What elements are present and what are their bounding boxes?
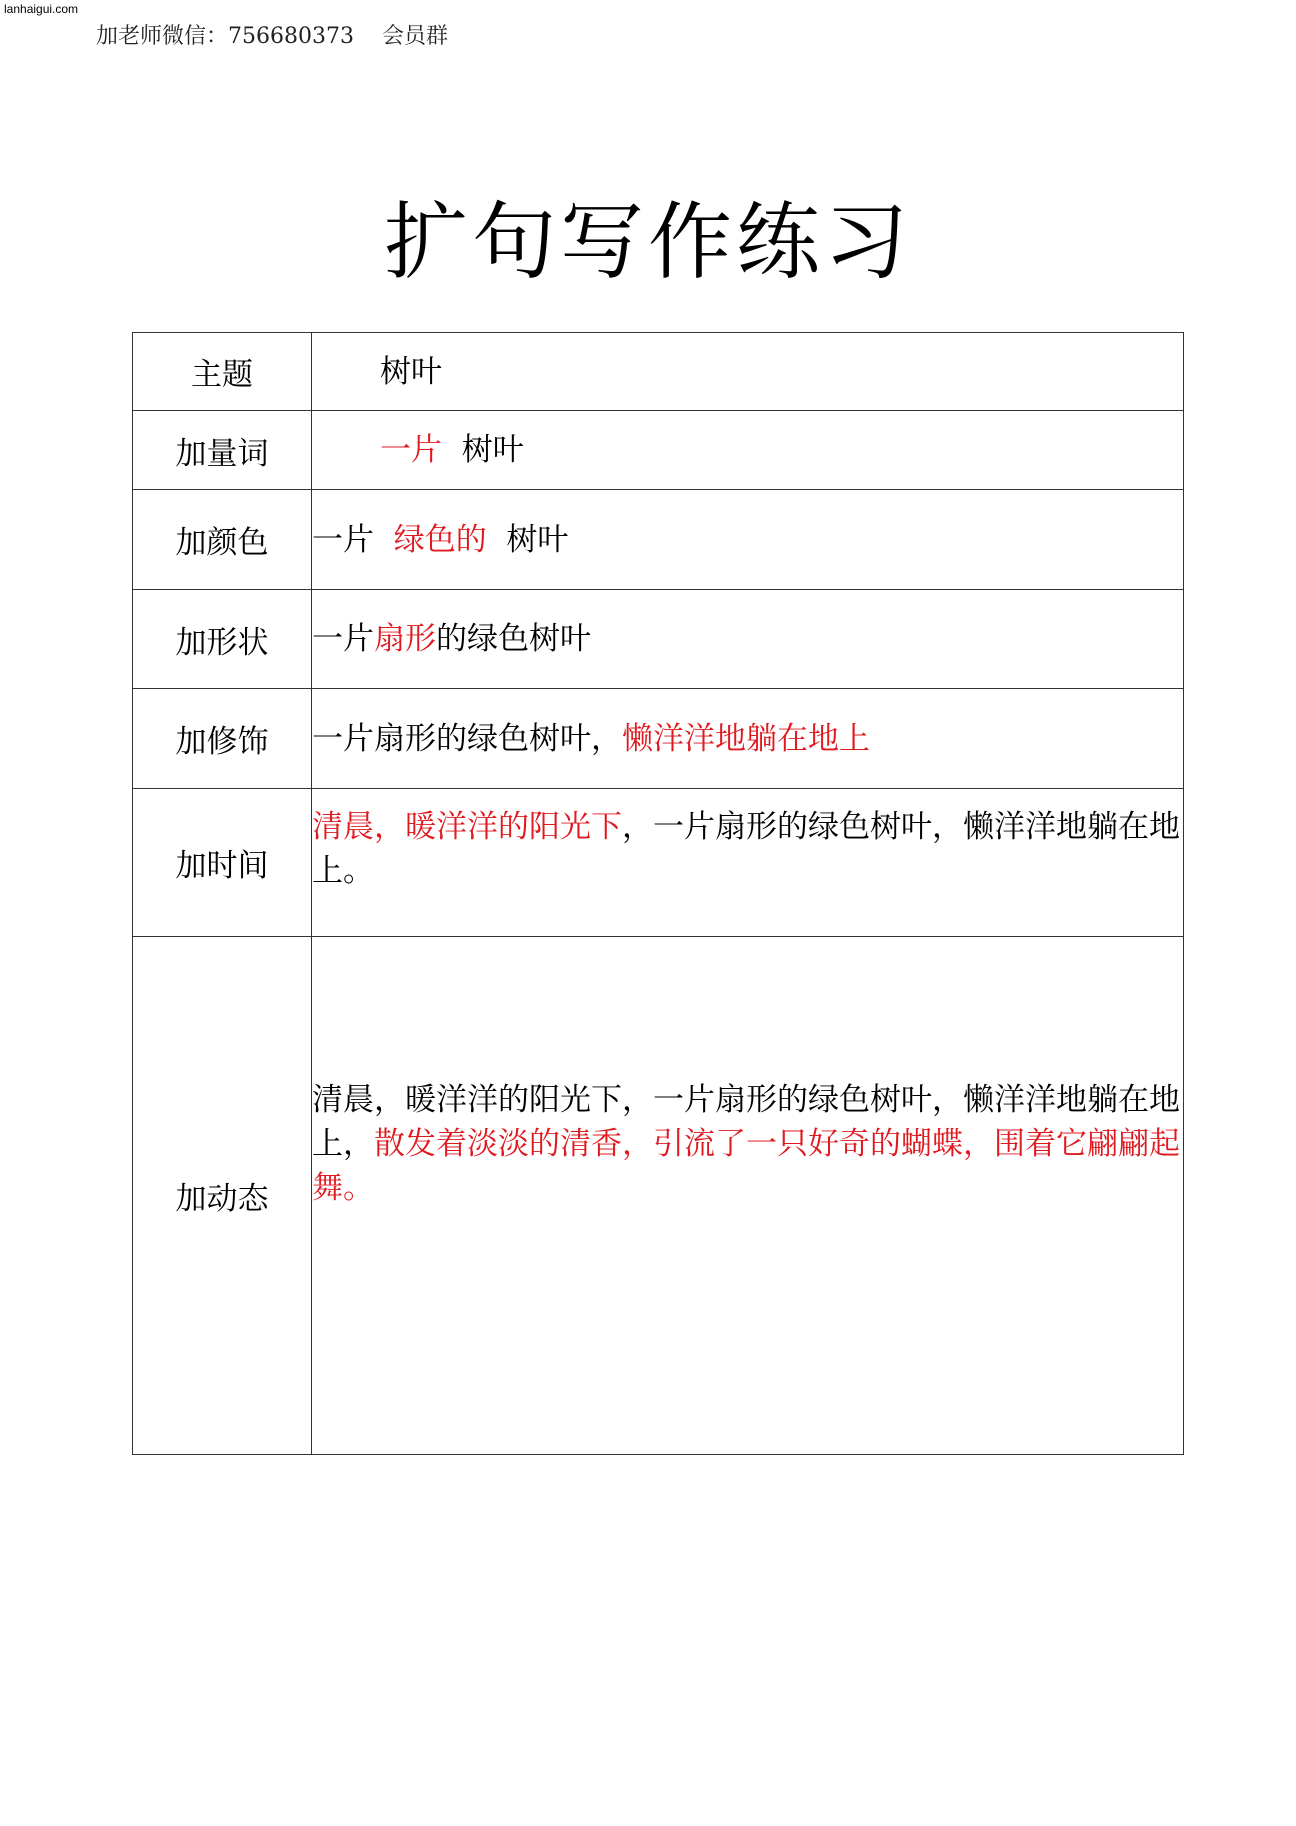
highlight-segment: 清晨，暖洋洋的阳光下 (312, 809, 622, 845)
table-row-color (133, 490, 1184, 590)
site-watermark: lanhaigui.com (4, 2, 79, 16)
text-segment: 一片扇形的绿色树叶， (312, 720, 622, 757)
table-row-shape (133, 590, 1184, 689)
row-label: 主题 (133, 333, 312, 411)
row-content (312, 789, 1184, 937)
highlight-segment: 散发着淡淡的清香，引流了一只好奇的蝴蝶，围着它翩翩起舞。 (312, 1125, 1180, 1206)
expansion-table (132, 332, 1184, 1455)
row-content (312, 937, 1184, 1455)
text-segment: 树叶 (380, 353, 442, 390)
text-segment: 树叶 (486, 521, 569, 558)
row-content (312, 411, 1184, 490)
highlight-segment: 扇形 (374, 621, 436, 657)
teacher-contact-note: 加老师微信：756680373 会员群 (96, 24, 448, 49)
text-segment: 一片 (312, 621, 374, 657)
text-segment: 树叶 (442, 432, 524, 468)
row-label: 加形状 (133, 590, 312, 689)
row-content (312, 490, 1184, 590)
table-row-time (133, 789, 1184, 937)
highlight-segment: 绿色的 (393, 521, 487, 558)
row-label: 加时间 (133, 789, 312, 937)
text-segment: ，一片扇形的绿色树叶，懒洋洋地躺在地上。 (312, 809, 1180, 889)
table-row-modifier (133, 689, 1184, 789)
row-label: 加颜色 (133, 490, 312, 590)
page-title: 扩句写作练习 (383, 193, 912, 291)
text-segment: 一片 (312, 521, 394, 558)
text-segment: 的绿色树叶 (436, 621, 591, 657)
row-label: 加动态 (133, 937, 312, 1455)
table-row-measure-word (133, 411, 1184, 490)
highlight-segment: 一片 (380, 432, 442, 468)
row-content (312, 590, 1184, 689)
row-label: 加量词 (133, 411, 312, 490)
text-segment: 清晨，暖洋洋的阳光下，一片扇形的绿色树叶，懒洋洋地躺在地上， (312, 1081, 1180, 1162)
row-content (312, 333, 1184, 411)
row-label: 加修饰 (133, 689, 312, 789)
table-row-action (133, 937, 1184, 1455)
table-row-topic (133, 333, 1184, 411)
highlight-segment: 懒洋洋地躺在地上 (622, 720, 870, 757)
row-content (312, 689, 1184, 789)
